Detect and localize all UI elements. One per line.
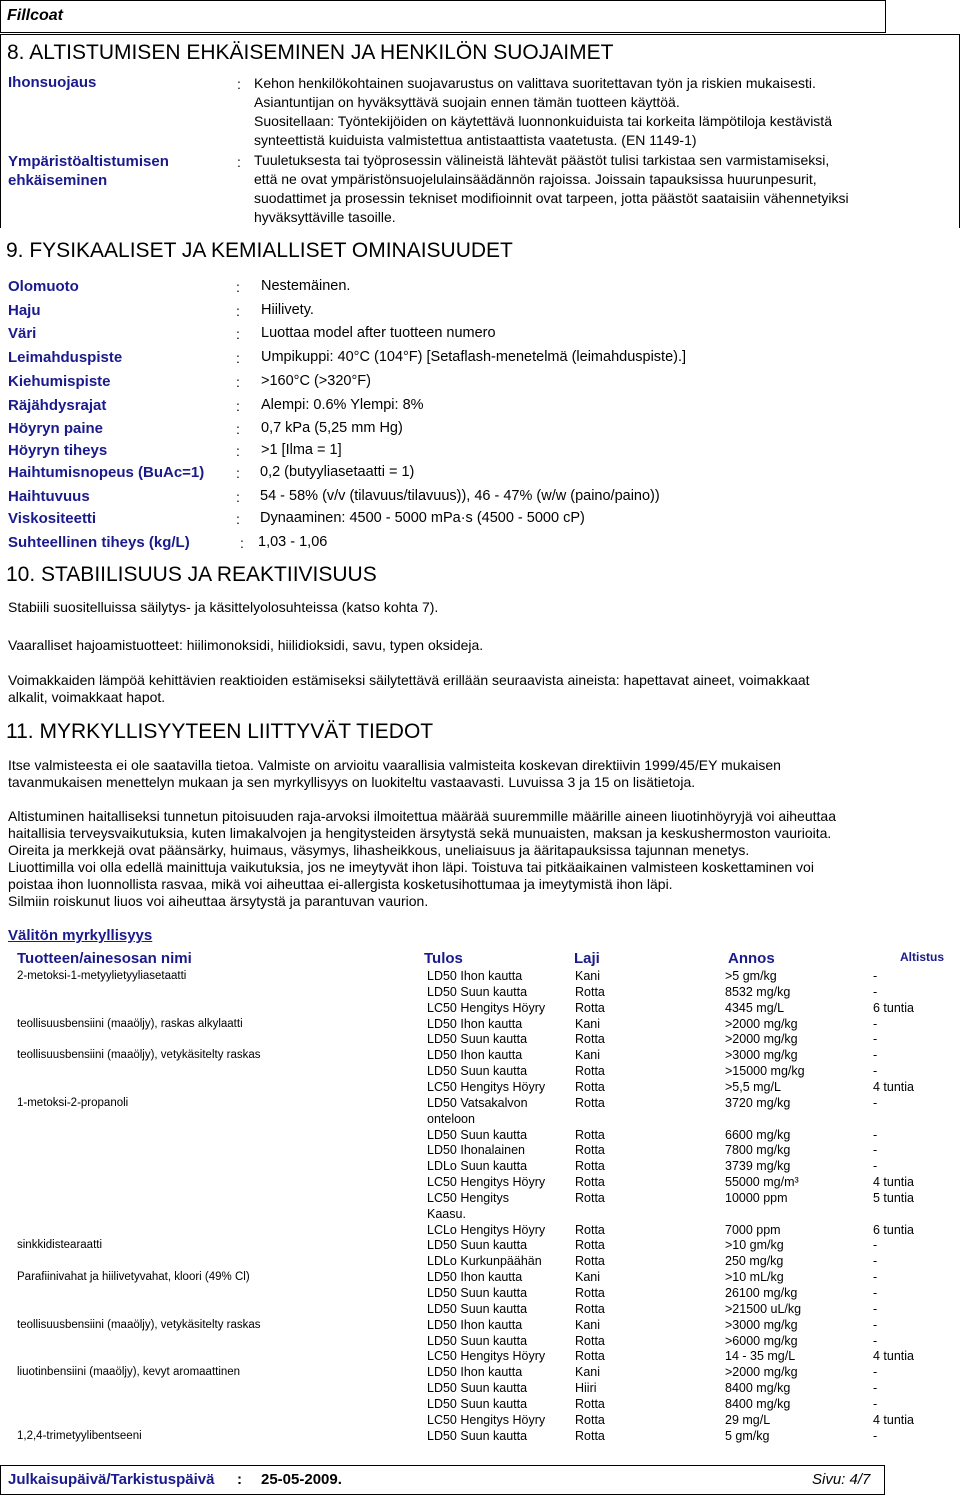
colon: : bbox=[236, 443, 240, 459]
acute-toxicity-heading: Välitön myrkyllisyys bbox=[8, 927, 153, 944]
row-species: Rotta bbox=[575, 1143, 605, 1157]
row-exposure: - bbox=[873, 1143, 878, 1157]
footer-date-label: Julkaisupäivä/Tarkistuspäivä bbox=[8, 1471, 215, 1488]
row-result: onteloon bbox=[427, 1112, 475, 1126]
property-value: >160°C (>320°F) bbox=[261, 373, 371, 389]
row-result: LD50 Suun kautta bbox=[427, 1334, 528, 1348]
row-species: Rotta bbox=[575, 1128, 605, 1142]
row-dose: 6600 mg/kg bbox=[725, 1128, 791, 1142]
colon: : bbox=[236, 511, 240, 527]
row-exposure: - bbox=[873, 1032, 878, 1046]
row-dose: 26100 mg/kg bbox=[725, 1286, 798, 1300]
property-label: Haju bbox=[8, 302, 41, 319]
row-species: Rotta bbox=[575, 1064, 605, 1078]
property-label: Olomuoto bbox=[8, 278, 79, 295]
property-value: >1 [Ilma = 1] bbox=[261, 442, 342, 458]
row-exposure: 5 tuntia bbox=[873, 1191, 915, 1205]
property-label: Haihtumisnopeus (BuAc=1) bbox=[8, 464, 205, 481]
toxicology-effects: Altistuminen haitalliseksi tunnetun pitoisuuden raja-arvoksi ilmoitettua määrää suuremmille määrille aineen liuotinhöyryjä voi aiheuttaa haitallisia terveysvaikutuksia, kuten limakalvojen ja hengitysteiden ärsytystä sekä munuaisten, maksan ja keskushermoston vaurioita. Oireita ja merkkejä ovat päänsärky, huimaus, väsymys, lihasheikkous, uneliaisuus ja ääritapauksissa tajunnan menetys. Liuottimilla voi olla edellä mainittuja vaikutuksia, jos ne imeytyvät ihon läpi. Toistuva tai pitkäaikainen valmisteen koskettaminen voi poistaa ihon luonnollista rasvaa, mikä voi aiheuttaa ei-allergista kosketusihottumaa ja imeytymistä ihon läpi. Silmiin roiskunut liuos voi aiheuttaa ärsytystä ja parantuvan vaurion. bbox=[8, 808, 836, 909]
row-exposure: - bbox=[873, 1159, 878, 1173]
row-result: LC50 Hengitys Höyry bbox=[427, 1080, 546, 1094]
row-substance-name: Parafiinivahat ja hiilivetyvahat, kloori (49% Cl) bbox=[17, 1271, 250, 1283]
row-species: Kani bbox=[575, 969, 601, 983]
colon: : bbox=[236, 350, 240, 366]
section-8-header bbox=[0, 34, 960, 69]
row-species: Rotta bbox=[575, 1175, 605, 1189]
row-exposure: - bbox=[873, 1365, 878, 1379]
colon: : bbox=[236, 421, 240, 437]
row-substance-name: teollisuusbensiini (maaöljy), raskas alkylaatti bbox=[17, 1018, 243, 1030]
colon: : bbox=[237, 1471, 242, 1488]
row-result: LD50 Suun kautta bbox=[427, 1286, 528, 1300]
row-exposure: - bbox=[873, 1429, 878, 1443]
row-exposure: - bbox=[873, 1254, 878, 1268]
colon: : bbox=[236, 489, 240, 505]
property-value: Luottaa model after tuotteen numero bbox=[261, 325, 496, 341]
row-dose: >2000 mg/kg bbox=[725, 1365, 798, 1379]
row-species: Rotta bbox=[575, 1397, 605, 1411]
row-exposure: 4 tuntia bbox=[873, 1349, 915, 1363]
row-dose: 7800 mg/kg bbox=[725, 1143, 791, 1157]
row-result: LD50 Suun kautta bbox=[427, 1429, 528, 1443]
row-exposure: - bbox=[873, 1048, 878, 1062]
row-species: Rotta bbox=[575, 1080, 605, 1094]
row-species: Rotta bbox=[575, 1001, 605, 1015]
row-result: LD50 Ihon kautta bbox=[427, 1048, 523, 1062]
row-exposure: - bbox=[873, 1270, 878, 1284]
row-exposure: - bbox=[873, 1397, 878, 1411]
property-value: Hiilivety. bbox=[261, 302, 314, 318]
row-species: Rotta bbox=[575, 1159, 605, 1173]
row-exposure: - bbox=[873, 1381, 878, 1395]
row-dose: 250 mg/kg bbox=[725, 1254, 784, 1268]
footer-box bbox=[0, 1465, 885, 1495]
row-dose: >2000 mg/kg bbox=[725, 1032, 798, 1046]
row-substance-name: sinkkidistearaatti bbox=[17, 1239, 103, 1251]
row-dose: 8532 mg/kg bbox=[725, 985, 791, 999]
colon: : bbox=[236, 398, 240, 414]
row-species: Rotta bbox=[575, 985, 605, 999]
colon: : bbox=[240, 535, 244, 551]
column-header-name: Tuotteen/ainesosan nimi bbox=[17, 950, 192, 967]
row-result: LCLo Hengitys Höyry bbox=[427, 1223, 546, 1237]
skin-protection-label: Ihonsuojaus bbox=[8, 74, 97, 91]
row-dose: >10 mL/kg bbox=[725, 1270, 784, 1284]
row-dose: 4345 mg/L bbox=[725, 1001, 785, 1015]
row-result: LD50 Suun kautta bbox=[427, 1064, 528, 1078]
property-label: Höyryn paine bbox=[8, 420, 104, 437]
row-substance-name: 2-metoksi-1-metyylietyyliasetaatti bbox=[17, 970, 187, 982]
row-exposure: - bbox=[873, 1064, 878, 1078]
row-dose: 14 - 35 mg/L bbox=[725, 1349, 796, 1363]
row-species: Kani bbox=[575, 1318, 601, 1332]
row-dose: 8400 mg/kg bbox=[725, 1381, 791, 1395]
row-species: Rotta bbox=[575, 1302, 605, 1316]
colon: : bbox=[236, 279, 240, 295]
row-dose: 3720 mg/kg bbox=[725, 1096, 791, 1110]
colon: : bbox=[236, 465, 240, 481]
property-value: 0,2 (butyyliasetaatti = 1) bbox=[260, 464, 415, 480]
property-value: 1,03 - 1,06 bbox=[258, 534, 328, 550]
property-label: Suhteellinen tiheys (kg/L) bbox=[8, 534, 190, 551]
row-dose: >3000 mg/kg bbox=[725, 1048, 798, 1062]
row-result: LC50 Hengitys Höyry bbox=[427, 1175, 546, 1189]
row-result: LD50 Ihon kautta bbox=[427, 1017, 523, 1031]
toxicology-intro: Itse valmisteesta ei ole saatavilla tietoa. Valmiste on arvioitu vaarallisia valmisteita koskevan direktiivin 1999/45/EY mukaisen tavanmukaisen menettelyn mukaan ja sen myrkyllisyys on luokiteltu vastaavasti. Luvuissa 3 ja 15 on lisätietoja. bbox=[8, 757, 781, 790]
row-species: Kani bbox=[575, 1048, 601, 1062]
row-species: Rotta bbox=[575, 1238, 605, 1252]
row-result: Kaasu. bbox=[427, 1207, 466, 1221]
property-label: Räjähdysrajat bbox=[8, 397, 107, 414]
row-result: LD50 Suun kautta bbox=[427, 985, 528, 999]
row-species: Rotta bbox=[575, 1254, 605, 1268]
row-dose: 5 gm/kg bbox=[725, 1429, 770, 1443]
decomposition-text: Vaaralliset hajoamistuotteet: hiilimonoksidi, hiilidioksidi, savu, typen oksideja. bbox=[8, 637, 484, 653]
row-dose: >15000 mg/kg bbox=[725, 1064, 805, 1078]
colon: : bbox=[236, 374, 240, 390]
row-exposure: - bbox=[873, 969, 878, 983]
colon: : bbox=[236, 303, 240, 319]
row-exposure: - bbox=[873, 1096, 878, 1110]
section-9-title: 9. FYSIKAALISET JA KEMIALLISET OMINAISUUDET bbox=[6, 239, 513, 262]
row-species: Rotta bbox=[575, 1429, 605, 1443]
environment-label: Ympäristöaltistumisen ehkäiseminen bbox=[8, 153, 169, 189]
row-exposure: - bbox=[873, 985, 878, 999]
property-value: Alempi: 0.6% Ylempi: 8% bbox=[261, 397, 424, 413]
footer-date-value: 25-05-2009. bbox=[261, 1471, 342, 1488]
row-species: Kani bbox=[575, 1365, 601, 1379]
row-result: LD50 Ihon kautta bbox=[427, 1318, 523, 1332]
column-header-result: Tulos bbox=[424, 950, 463, 967]
header-box bbox=[0, 0, 886, 33]
row-substance-name: 1,2,4-trimetyylibentseeni bbox=[17, 1430, 142, 1442]
row-exposure: - bbox=[873, 1128, 878, 1142]
colon: : bbox=[237, 154, 241, 170]
property-label: Väri bbox=[8, 325, 37, 342]
section-10-title: 10. STABIILISUUS JA REAKTIIVISUUS bbox=[6, 563, 377, 586]
row-species: Kani bbox=[575, 1270, 601, 1284]
section-11-title: 11. MYRKYLLISYYTEEN LIITTYVÄT TIEDOT bbox=[6, 720, 434, 743]
row-species: Rotta bbox=[575, 1191, 605, 1205]
environment-text: Tuuletuksesta tai työprosessin välineistä lähtevät päästöt tulisi tarkistaa sen varmistamiseksi, että ne ovat ympäristönsuojelulainsäädännön rajoissa. Joissain tapauksissa huurunpesurit, suodattimet ja prosessin tekniset modifioinnit ovat tarpeen, jotta päästöt saataisiin vähennetyiksi hyväksyttäville tasoille. bbox=[254, 152, 849, 225]
row-result: LD50 Vatsakalvon bbox=[427, 1096, 528, 1110]
brand-name: Fillcoat bbox=[7, 7, 64, 24]
row-exposure: - bbox=[873, 1334, 878, 1348]
row-species: Rotta bbox=[575, 1349, 605, 1363]
row-result: LD50 Ihon kautta bbox=[427, 969, 523, 983]
row-substance-name: teollisuusbensiini (maaöljy), vetykäsitelty raskas bbox=[17, 1049, 261, 1061]
row-dose: >3000 mg/kg bbox=[725, 1318, 798, 1332]
row-result: LD50 Suun kautta bbox=[427, 1302, 528, 1316]
row-exposure: - bbox=[873, 1302, 878, 1316]
row-species: Rotta bbox=[575, 1032, 605, 1046]
row-substance-name: liuotinbensiini (maaöljy), kevyt aromaattinen bbox=[17, 1366, 241, 1378]
row-result: LC50 Hengitys bbox=[427, 1191, 509, 1205]
property-label: Viskositeetti bbox=[8, 510, 97, 527]
row-species: Kani bbox=[575, 1017, 601, 1031]
row-result: LDLo Kurkunpäähän bbox=[427, 1254, 542, 1268]
property-label: Leimahduspiste bbox=[8, 349, 123, 366]
row-exposure: - bbox=[873, 1238, 878, 1252]
property-label: Haihtuvuus bbox=[8, 488, 90, 505]
row-result: LC50 Hengitys Höyry bbox=[427, 1349, 546, 1363]
stability-text: Stabiili suositelluissa säilytys- ja käsittelyolosuhteissa (katso kohta 7). bbox=[8, 599, 439, 615]
row-dose: >2000 mg/kg bbox=[725, 1017, 798, 1031]
property-label: Höyryn tiheys bbox=[8, 442, 108, 459]
row-result: LD50 Suun kautta bbox=[427, 1128, 528, 1142]
row-exposure: - bbox=[873, 1017, 878, 1031]
page-number: Sivu: 4/7 bbox=[812, 1471, 871, 1488]
row-species: Rotta bbox=[575, 1223, 605, 1237]
colon: : bbox=[236, 326, 240, 342]
row-exposure: - bbox=[873, 1286, 878, 1300]
row-exposure: - bbox=[873, 1318, 878, 1332]
row-result: LD50 Ihon kautta bbox=[427, 1270, 523, 1284]
row-exposure: 4 tuntia bbox=[873, 1175, 915, 1189]
row-substance-name: teollisuusbensiini (maaöljy), vetykäsitelty raskas bbox=[17, 1319, 261, 1331]
column-header-species: Laji bbox=[574, 950, 600, 967]
row-result: LD50 Suun kautta bbox=[427, 1381, 528, 1395]
row-result: LD50 Ihon kautta bbox=[427, 1365, 523, 1379]
row-exposure: 6 tuntia bbox=[873, 1223, 915, 1237]
row-dose: 55000 mg/m³ bbox=[725, 1175, 799, 1189]
row-result: LD50 Suun kautta bbox=[427, 1238, 528, 1252]
property-value: Dynaaminen: 4500 - 5000 mPa·s (4500 - 5000 cP) bbox=[260, 510, 585, 526]
row-species: Rotta bbox=[575, 1334, 605, 1348]
colon: : bbox=[237, 76, 241, 92]
row-dose: >21500 uL/kg bbox=[725, 1302, 802, 1316]
property-label: Kiehumispiste bbox=[8, 373, 111, 390]
section-8-title: 8. ALTISTUMISEN EHKÄISEMINEN JA HENKILÖN SUOJAIMET bbox=[7, 41, 614, 64]
row-result: LD50 Suun kautta bbox=[427, 1397, 528, 1411]
property-value: Umpikuppi: 40°C (104°F) [Setaflash-menetelmä (leimahduspiste).] bbox=[261, 349, 687, 365]
row-result: LC50 Hengitys Höyry bbox=[427, 1001, 546, 1015]
row-dose: >5 gm/kg bbox=[725, 969, 777, 983]
row-exposure: 6 tuntia bbox=[873, 1001, 915, 1015]
row-result: LD50 Suun kautta bbox=[427, 1032, 528, 1046]
row-species: Rotta bbox=[575, 1413, 605, 1427]
row-result: LD50 Ihonalainen bbox=[427, 1143, 525, 1157]
row-dose: >6000 mg/kg bbox=[725, 1334, 798, 1348]
row-exposure: 4 tuntia bbox=[873, 1080, 915, 1094]
row-dose: 10000 ppm bbox=[725, 1191, 788, 1205]
row-dose: >5,5 mg/L bbox=[725, 1080, 781, 1094]
row-substance-name: 1-metoksi-2-propanoli bbox=[17, 1097, 129, 1109]
row-dose: 7000 ppm bbox=[725, 1223, 781, 1237]
row-dose: >10 gm/kg bbox=[725, 1238, 784, 1252]
row-dose: 3739 mg/kg bbox=[725, 1159, 791, 1173]
row-species: Rotta bbox=[575, 1096, 605, 1110]
property-value: 54 - 58% (v/v (tilavuus/tilavuus)), 46 - 47% (w/w (paino/paino)) bbox=[260, 488, 660, 504]
row-dose: 29 mg/L bbox=[725, 1413, 771, 1427]
row-result: LDLo Suun kautta bbox=[427, 1159, 528, 1173]
column-header-exposure: Altistus bbox=[900, 950, 945, 964]
row-dose: 8400 mg/kg bbox=[725, 1397, 791, 1411]
property-value: Nestemäinen. bbox=[261, 278, 351, 294]
row-species: Rotta bbox=[575, 1286, 605, 1300]
incompatibility-text: Voimakkaiden lämpöä kehittävien reaktioiden estämiseksi säilytettävä erillään seuraavista aineista: hapettavat aineet, voimakkaat alkalit, voimakkaat hapot. bbox=[8, 672, 810, 705]
row-result: LC50 Hengitys Höyry bbox=[427, 1413, 546, 1427]
column-header-dose: Annos bbox=[728, 950, 775, 967]
property-value: 0,7 kPa (5,25 mm Hg) bbox=[261, 420, 403, 436]
row-species: Hiiri bbox=[575, 1381, 597, 1395]
skin-protection-text: Kehon henkilökohtainen suojavarustus on valittava suoritettavan työn ja riskien mukaisesti. Asiantuntijan on hyväksyttävä suojain ennen tämän tuotteen käyttöä. Suositellaan: Työntekijöiden on käytettävä luonnonkuiduista tai korkeita lämpötiloja kestävistä synteettistä kuiduista valmistettua antistaattista vaatetusta. (EN 1149-1) bbox=[254, 75, 832, 148]
row-exposure: 4 tuntia bbox=[873, 1413, 915, 1427]
